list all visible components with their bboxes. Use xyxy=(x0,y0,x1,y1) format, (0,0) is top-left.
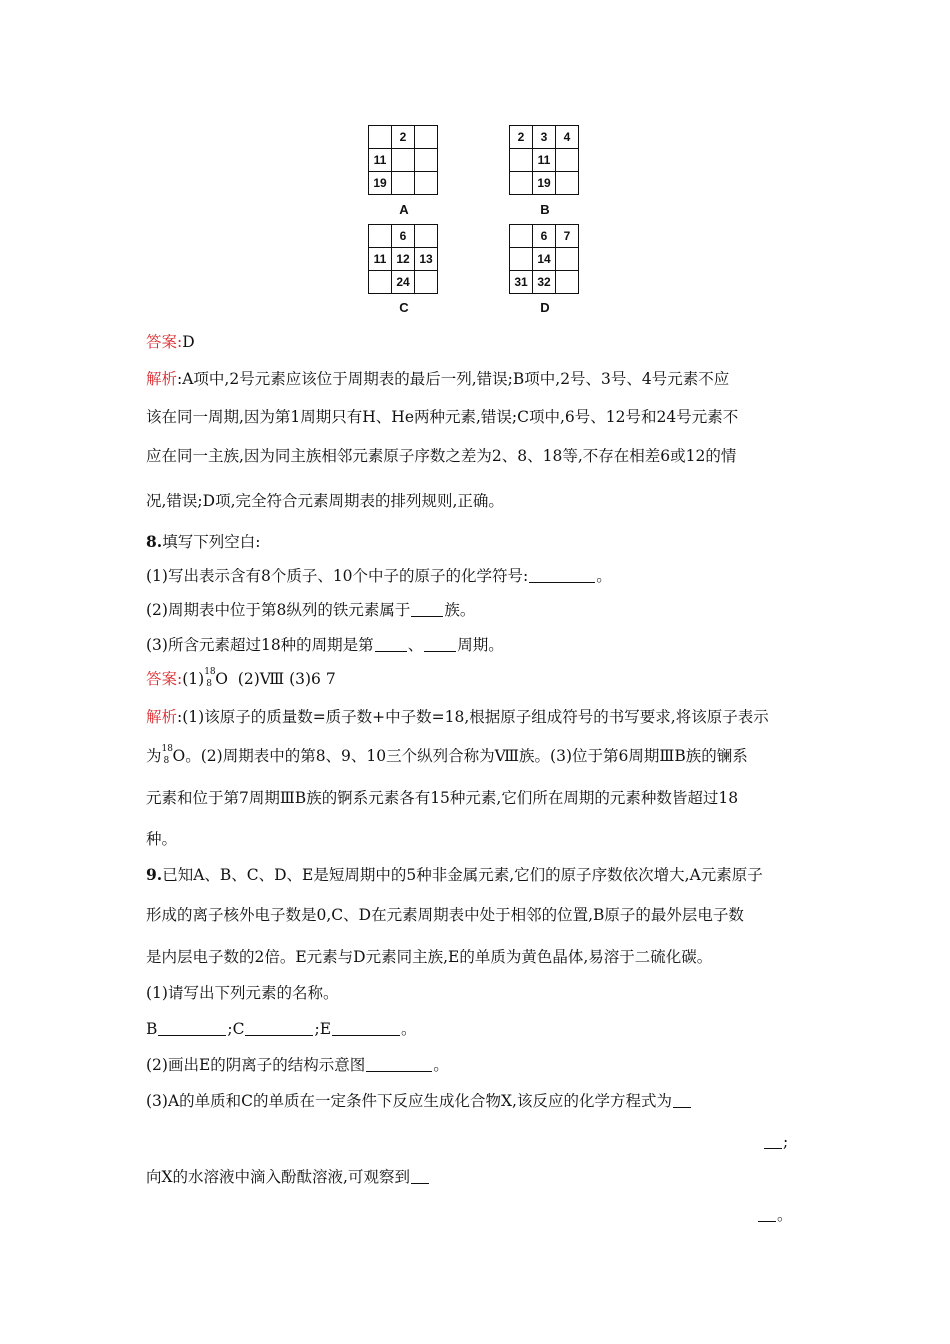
q8-part-3: (3)所含元素超过18种的周期是第 、 周期。 xyxy=(146,636,504,654)
nuclide-o18: 18 8 xyxy=(204,667,216,689)
grid-label-b: B xyxy=(540,202,550,217)
q9-part-3-end: ; xyxy=(763,1133,788,1151)
q9-part-4: 向X的水溶液中滴入酚酞溶液,可观察到 xyxy=(146,1165,430,1187)
q9-blank-observe-start[interactable] xyxy=(411,1168,429,1184)
q9-stem-line-1: 9.已知A、B、C、D、E是短周期中的5种非金属元素,它们的原子序数依次增大,A元素原子 xyxy=(146,865,763,884)
q7-analysis-line-1: 解析:A项中,2号元素应该位于周期表的最后一列,错误;B项中,2号、3号、4号元素不应 xyxy=(146,370,730,388)
q8-part-2: (2)周期表中位于第8纵列的铁元素属于 族。 xyxy=(146,601,476,619)
q8-blank-3b[interactable] xyxy=(424,636,456,652)
q7-analysis-line-3: 应在同一主族,因为同主族相邻元素原子序数之差为2、8、18等,不存在相差6或12的情 xyxy=(146,447,737,465)
grid-label-d: D xyxy=(540,300,550,315)
q8-analysis-line-1: 解析:(1)该原子的质量数=质子数+中子数=18,根据原子组成符号的书写要求,将该原子表示 xyxy=(146,708,769,726)
grid-label-a: A xyxy=(399,202,409,217)
q8-blank-3a[interactable] xyxy=(375,636,407,652)
q8-analysis-line-4: 种。 xyxy=(146,830,178,848)
q8-part-1: (1)写出表示含有8个质子、10个中子的原子的化学符号: 。 xyxy=(146,567,612,585)
q9-blank-b[interactable] xyxy=(158,1020,226,1036)
q9-part-3: (3)A的单质和C的单质在一定条件下反应生成化合物X,该反应的化学方程式为 xyxy=(146,1089,692,1111)
periodic-grid-d: 6 7 14 31 32 xyxy=(509,224,579,294)
q7-analysis-line-4: 况,错误;D项,完全符合元素周期表的排列规则,正确。 xyxy=(146,492,504,510)
grid-label-c: C xyxy=(399,300,409,315)
q8-title: 8.填写下列空白: xyxy=(146,532,261,551)
periodic-grid-b: 2 3 4 11 19 xyxy=(509,125,579,195)
q9-part-2: (2)画出E的阴离子的结构示意图 。 xyxy=(146,1056,449,1074)
q8-blank-2[interactable] xyxy=(411,601,443,617)
periodic-grid-a: 2 11 19 xyxy=(368,125,438,195)
q9-part-4-end: 。 xyxy=(757,1203,793,1225)
q9-blank-equation-start[interactable] xyxy=(673,1092,691,1108)
q9-blank-equation-end[interactable] xyxy=(764,1133,782,1149)
q8-answer: 答案:(1) 18 8 O (2)Ⅷ (3)6 7 xyxy=(146,667,336,689)
nuclide-o18-inline: 18 8 xyxy=(161,744,173,766)
q9-blank-e[interactable] xyxy=(332,1020,400,1036)
q9-blank-c[interactable] xyxy=(245,1020,313,1036)
q8-blank-1[interactable] xyxy=(529,567,595,583)
periodic-grid-c: 6 11 12 13 24 xyxy=(368,224,438,294)
q7-analysis-line-2: 该在同一周期,因为第1周期只有H、He两种元素,错误;C项中,6号、12号和24号元素不 xyxy=(146,408,739,426)
q9-part-1-blanks: B ;C ;E 。 xyxy=(146,1020,417,1038)
q9-part-1: (1)请写出下列元素的名称。 xyxy=(146,984,339,1002)
q9-blank-observe-end[interactable] xyxy=(758,1206,776,1222)
q8-analysis-line-3: 元素和位于第7周期ⅢB族的锕系元素各有15种元素,它们所在周期的元素种数皆超过18 xyxy=(146,789,739,807)
q8-analysis-line-2: 为 18 8 O。(2)周期表中的第8、9、10三个纵列合称为Ⅷ族。(3)位于第6周期ⅢB族的镧系 xyxy=(146,744,748,766)
q9-stem-line-3: 是内层电子数的2倍。E元素与D元素同主族,E的单质为黄色晶体,易溶于二硫化碳。 xyxy=(146,948,713,966)
q7-answer: 答案:D xyxy=(146,333,195,351)
q9-blank-diagram[interactable] xyxy=(366,1056,432,1072)
q9-stem-line-2: 形成的离子核外电子数是0,C、D在元素周期表中处于相邻的位置,B原子的最外层电子数 xyxy=(146,906,744,924)
